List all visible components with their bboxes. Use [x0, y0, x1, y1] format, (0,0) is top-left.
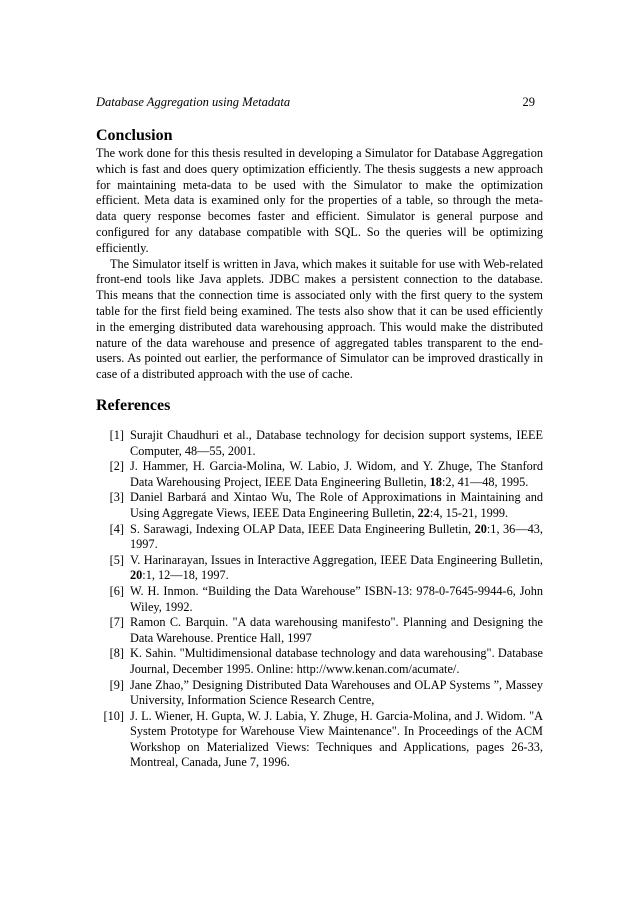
reference-label: [7]: [109, 615, 124, 630]
conclusion-body: [96, 146, 543, 383]
reference-text: Surajit Chaudhuri et al., Database technology for decision support systems, IEEE Computer, 48—55, 2001.: [130, 428, 543, 458]
reference-volume: 20: [130, 568, 143, 583]
conclusion-paragraph: The Simulator itself is written in Java, which makes it suitable for use with Web-related front-end tools like Java applets. JDBC makes a persistent connection to the database. This means that the connection time is associated only with the first query to the system table for the first field being examined. The tests also show that it can be used efficiently in the emerging distributed data warehousing approach. This would make the distributed nature of the data warehouse and presence of aggregated tables transparent to the end-users. As pointed out earlier, the performance of Simulator can be improved drastically in case of a distributed approach with the use of cache.: [96, 256, 543, 382]
reference-label: [3]: [109, 490, 124, 505]
reference-label: [2]: [109, 459, 124, 474]
reference-volume: 20: [474, 521, 487, 536]
page-number: 29: [522, 95, 535, 109]
reference-item: [96, 646, 543, 677]
reference-text-tail: :4, 15-21, 1999.: [429, 505, 509, 520]
reference-label: [8]: [109, 646, 124, 661]
conclusion-heading: Conclusion: [96, 127, 173, 144]
reference-text: Jane Zhao,” Designing Distributed Data Warehouses and OLAP Systems ”, Massey University, Information Science Research Centre,: [130, 677, 543, 708]
reference-item: [96, 584, 543, 615]
reference-text: J. Hammer, H. Garcia-Molina, W. Labio, J. Widom, and Y. Zhuge, The Stanford Data Warehousing Project, IEEE Data Engineering Bulletin,: [130, 459, 543, 489]
reference-text: S. Sarawagi, Indexing OLAP Data, IEEE Data Engineering Bulletin,: [130, 521, 475, 536]
reference-item: [96, 459, 543, 490]
reference-text: Ramon C. Barquin. "A data warehousing manifesto". Planning and Designing the Data Warehouse. Prentice Hall, 1997: [130, 615, 543, 645]
reference-text: W. H. Inmon. “Building the Data Warehouse” ISBN-13: 978-0-7645-9944-6, John Wiley, 1992.: [130, 583, 543, 614]
reference-label: [1]: [109, 428, 124, 442]
running-title: Database Aggregation using Metadata: [96, 95, 291, 109]
reference-text-tail: :1, 36—43, 1997.: [130, 521, 544, 552]
reference-volume: 18: [429, 474, 442, 489]
reference-text-tail: :1, 12—18, 1997.: [142, 568, 229, 583]
reference-label: [4]: [109, 521, 124, 536]
reference-item: [96, 615, 543, 646]
reference-item: [96, 553, 543, 584]
reference-label: [10]: [103, 708, 124, 723]
reference-item: [96, 709, 543, 771]
references-heading: References: [96, 397, 171, 414]
reference-item: [96, 678, 543, 709]
running-header: [96, 94, 541, 110]
reference-item: [96, 490, 543, 521]
reference-label: [9]: [109, 677, 124, 692]
conclusion-paragraph: The work done for this thesis resulted in developing a Simulator for Database Aggregation which is fast and does query optimization efficiently. The thesis suggests a new approach for maintaining meta-data to be used with the Simulator to make the optimization efficient. Meta data is examined only for the properties of a table, so through the meta-data query response becomes faster and efficient. Simulator is general purpose and configured for any database compatible with SQL. So the queries will be optimizing efficiently.: [96, 146, 543, 255]
reference-item: [96, 522, 543, 553]
reference-text: V. Harinarayan, Issues in Interactive Aggregation, IEEE Data Engineering Bulletin,: [130, 552, 543, 567]
reference-volume: 22: [417, 505, 430, 520]
reference-text: J. L. Wiener, H. Gupta, W. J. Labia, Y. Zhuge, H. Garcia-Molina, and J. Widom. "A System Prototype for Warehouse View Maintenance". In Proceedings of the ACM Workshop on Materialized Views: Techniques and Applications, pages 26-33, Montreal, Canada, June 7, 1996.: [130, 708, 543, 770]
reference-item: [96, 428, 543, 459]
reference-label: [5]: [109, 552, 124, 567]
reference-text: Daniel Barbará and Xintao Wu, The Role of Approximations in Maintaining and Using Aggregate Views, IEEE Data Engineering Bulletin,: [130, 490, 543, 520]
reference-label: [6]: [109, 583, 124, 598]
reference-list: [96, 428, 543, 771]
reference-text-tail: :2, 41—48, 1995.: [441, 474, 529, 489]
reference-text: K. Sahin. "Multidimensional database technology and data warehousing". Database Journal, December 1995. Online: http://www.kenan.com/acumate/.: [130, 646, 543, 676]
